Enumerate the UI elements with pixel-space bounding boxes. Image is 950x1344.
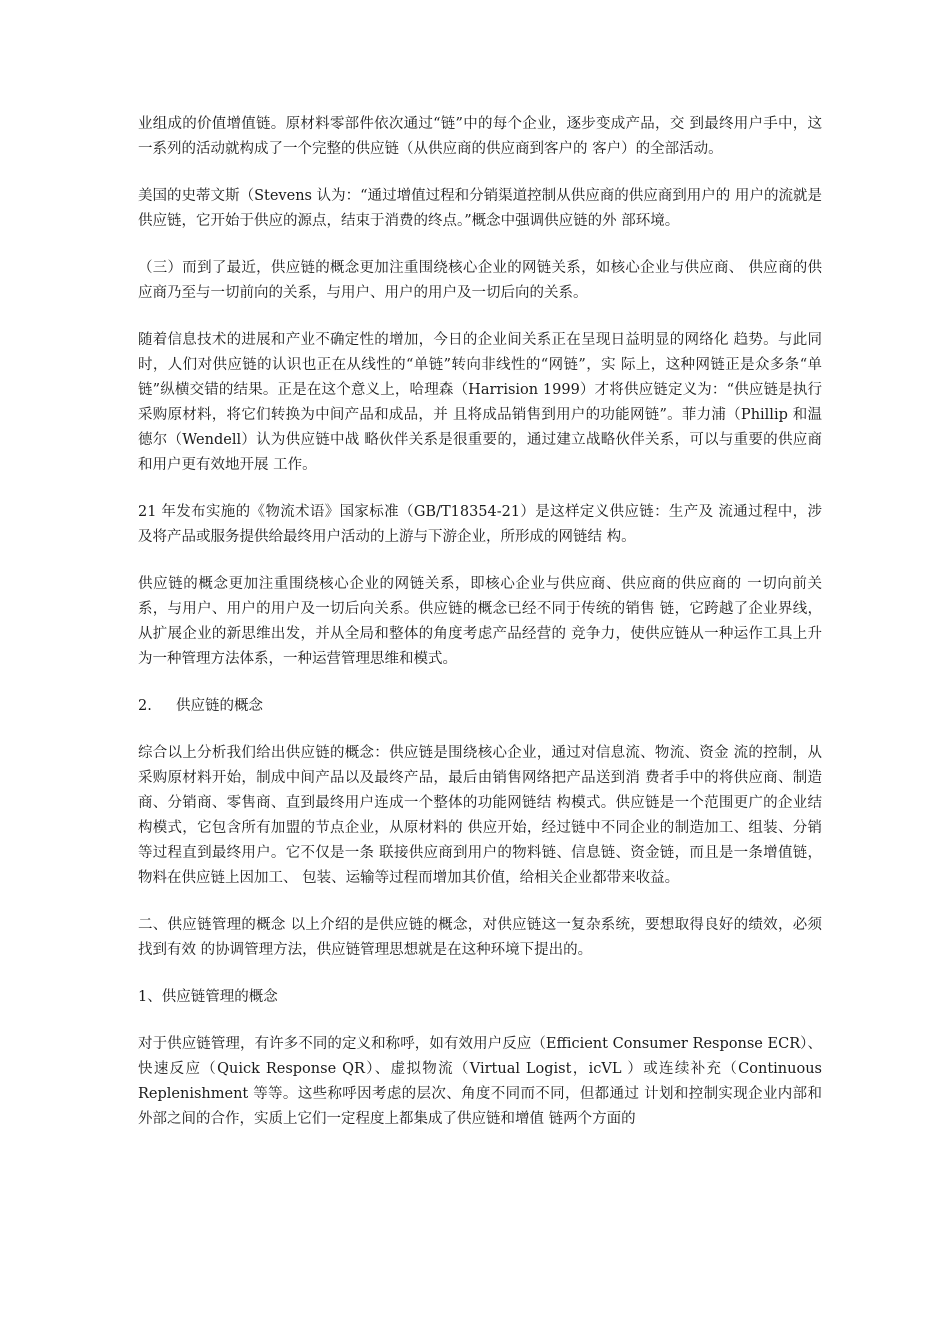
paragraph-harrision: 随着信息技术的进展和产业不确定性的增加，今日的企业间关系正在呈现日益明显的网络化 趋势。与此同时，人们对供应链的认识也正在从线性的“单链”转向非线性的“网链”，实 际上，这种网链正是众多条“单链”纵横交错的结果。正是在这个意义上，哈理森（Harrision 1999）才将供应链定义为：“供应链是执行采购原材料，将它们转换为中间产品和成品，并 且将成品销售到用户的功能网链”。菲力浦（Phillip 和温德尔（Wendell）认为供应链中战 略伙伴关系是很重要的，通过建立战略伙伴关系，可以与重要的供应商和用户更有效地开展 工作。 — [138, 332, 822, 473]
document-page — [138, 112, 822, 1154]
section-number: 2. — [138, 698, 152, 714]
paragraph-network-relations: （三）而到了最近，供应链的概念更加注重围绕核心企业的网链关系，如核心企业与供应商、 供应商的供应商乃至与一切前向的关系，与用户、用户的用户及一切后向的关系。 — [138, 260, 822, 301]
section-title: 供应链的概念 — [176, 698, 263, 714]
paragraph-core-enterprise: 供应链的概念更加注重围绕核心企业的网链关系，即核心企业与供应商、供应商的供应商的 一切向前关系，与用户、用户的用户及一切后向关系。供应链的概念已经不同于传统的销售 链，它跨越了企业界线，从扩展企业的新思维出发，并从全局和整体的角度考虑产品经营的 竞争力，使供应链从一种运作工具上升为一种管理方法体系，一种运营管理思维和模式。 — [138, 576, 822, 667]
paragraph-scm-definitions: 对于供应链管理，有许多不同的定义和称呼，如有效用户反应（Efficient Consumer Response ECR）、快速反应（Quick Response QR）、虚拟物流（Virtual Logist，icVL ）或连续补充（Continuous Replenishment 等等。这些称呼因考虑的层次、角度不同而不同，但都通过 计划和控制实现企业内部和外部之间的合作，实质上它们一定程度上都集成了供应链和增值 链两个方面的 — [138, 1036, 822, 1127]
paragraph-stevens: 美国的史蒂文斯（Stevens 认为：“通过增值过程和分销渠道控制从供应商的供应商到用户的 用户的流就是供应链，它开始于供应的源点，结束于消费的终点。”概念中强调供应链的外 部环境。 — [138, 188, 822, 229]
paragraph-scm-intro: 二、供应链管理的概念 以上介绍的是供应链的概念，对供应链这一复杂系统，要想取得良好的绩效，必须找到有效 的协调管理方法，供应链管理思想就是在这种环境下提出的。 — [138, 917, 822, 958]
section-heading-supply-chain-concept — [138, 694, 822, 719]
paragraph-national-standard: 21 年发布实施的《物流术语》国家标准（GB/T18354-21）是这样定义供应链：生产及 流通过程中，涉及将产品或服务提供给最终用户活动的上游与下游企业，所形成的网链结 构。 — [138, 504, 822, 545]
paragraph-concept-summary: 综合以上分析我们给出供应链的概念：供应链是围绕核心企业，通过对信息流、物流、资金 流的控制，从采购原材料开始，制成中间产品以及最终产品，最后由销售网络把产品送到消 费者手中的将供应商、制造商、分销商、零售商、直到最终用户连成一个整体的功能网链结 构模式。供应链是一个范围更广的企业结构模式，它包含所有加盟的节点企业，从原材料的 供应开始，经过链中不同企业的制造加工、组装、分销等过程直到最终用户。它不仅是一条 联接供应商到用户的物料链、信息链、资金链，而且是一条增值链，物料在供应链上因加工、 包装、运输等过程而增加其价值，给相关企业都带来收益。 — [138, 745, 822, 886]
paragraph-value-chain: 业组成的价值增值链。原材料零部件依次通过“链”中的每个企业，逐步变成产品，交 到最终用户手中，这一系列的活动就构成了一个完整的供应链（从供应商的供应商到客户的 客户）的全部活动。 — [138, 116, 822, 157]
subheading-scm-concept: 1、供应链管理的概念 — [138, 989, 278, 1005]
